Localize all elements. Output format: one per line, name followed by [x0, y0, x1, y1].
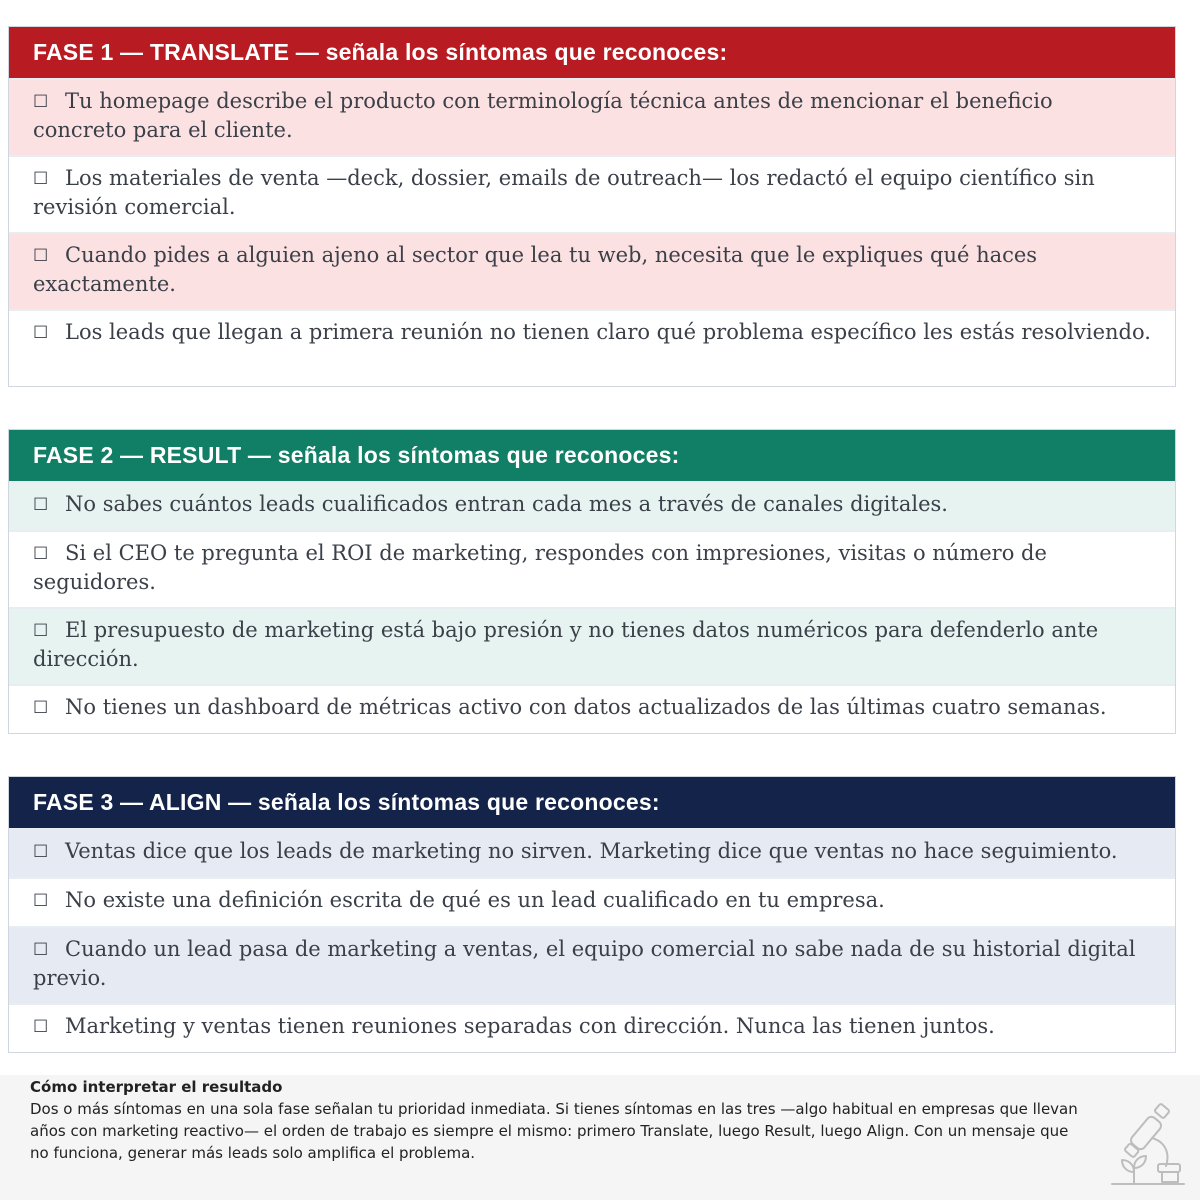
- phase-2-header: FASE 2 — RESULT — señala los síntomas que reconoces:: [9, 430, 1175, 481]
- phase-2-table: [8, 429, 1176, 734]
- microscope-plant-icon: [1108, 1102, 1188, 1188]
- phase-1-item-3[interactable]: [9, 232, 1175, 309]
- phase-2-item-3[interactable]: [9, 607, 1175, 684]
- phase-1-table: [8, 26, 1176, 387]
- item-text: No existe una definición escrita de qué es un lead cualificado en tu empresa.: [65, 888, 885, 912]
- item-text: No sabes cuántos leads cualificados entran cada mes a través de canales digitales.: [65, 492, 948, 516]
- phase-3-item-1[interactable]: [9, 828, 1175, 877]
- item-text: No tienes un dashboard de métricas activo con datos actualizados de las últimas cuatro semanas.: [65, 695, 1107, 719]
- phase-1-header: FASE 1 — TRANSLATE — señala los síntomas que reconoces:: [9, 27, 1175, 78]
- item-text: El presupuesto de marketing está bajo presión y no tienes datos numéricos para defenderlo ante dirección.: [33, 618, 1099, 671]
- phase-3-item-3[interactable]: [9, 926, 1175, 1003]
- checkbox-icon[interactable]: ☐: [33, 92, 49, 112]
- phase-2-item-2[interactable]: [9, 530, 1175, 607]
- item-text: Los materiales de venta —deck, dossier, emails de outreach— los redactó el equipo científico sin revisión comercial.: [33, 166, 1095, 219]
- item-text: Ventas dice que los leads de marketing no sirven. Marketing dice que ventas no hace seguimiento.: [65, 839, 1118, 863]
- checkbox-icon[interactable]: ☐: [33, 891, 49, 911]
- phase-1-item-1[interactable]: [9, 78, 1175, 155]
- item-text: Marketing y ventas tienen reuniones separadas con dirección. Nunca las tienen juntos.: [65, 1014, 995, 1038]
- checkbox-icon[interactable]: ☐: [33, 495, 49, 515]
- phase-3-header: FASE 3 — ALIGN — señala los síntomas que reconoces:: [9, 777, 1175, 828]
- item-text: Cuando pides a alguien ajeno al sector que lea tu web, necesita que le expliques qué haces exactamente.: [33, 243, 1038, 296]
- interpretation-title: Cómo interpretar el resultado: [30, 1078, 283, 1096]
- phase-3-item-4[interactable]: [9, 1003, 1175, 1052]
- checkbox-icon[interactable]: ☐: [33, 621, 49, 641]
- checkbox-icon[interactable]: ☐: [33, 842, 49, 862]
- interpretation-body: Dos o más síntomas en una sola fase señalan tu prioridad inmediata. Si tienes síntomas en las tres —algo habitual en empresas que llevan años con marketing reactivo— el orden de trabajo es siempre el mismo: primero Translate, luego Result, luego Align. Con un mensaje que no funciona, generar más leads solo amplifica el problema.: [30, 1100, 1078, 1162]
- interpretation-note: [30, 1076, 1090, 1164]
- phase-3-item-2[interactable]: [9, 877, 1175, 926]
- item-text: Cuando un lead pasa de marketing a ventas, el equipo comercial no sabe nada de su historial digital previo.: [33, 937, 1136, 990]
- checkbox-icon[interactable]: ☐: [33, 1017, 49, 1037]
- phase-1-item-2[interactable]: [9, 155, 1175, 232]
- checkbox-icon[interactable]: ☐: [33, 169, 49, 189]
- phase-2-item-4[interactable]: [9, 684, 1175, 733]
- item-text: Tu homepage describe el producto con terminología técnica antes de mencionar el beneficio concreto para el cliente.: [33, 89, 1053, 142]
- checkbox-icon[interactable]: ☐: [33, 544, 49, 564]
- checkbox-icon[interactable]: ☐: [33, 246, 49, 266]
- item-text: Si el CEO te pregunta el ROI de marketing, respondes con impresiones, visitas o número de seguidores.: [33, 541, 1047, 594]
- checkbox-icon[interactable]: ☐: [33, 698, 49, 718]
- phase-3-table: [8, 776, 1176, 1053]
- checkbox-icon[interactable]: ☐: [33, 323, 49, 343]
- checkbox-icon[interactable]: ☐: [33, 940, 49, 960]
- item-text: Los leads que llegan a primera reunión no tienen claro qué problema específico les estás resolviendo.: [65, 320, 1151, 344]
- phase-1-item-4[interactable]: [9, 309, 1175, 386]
- phase-2-item-1[interactable]: [9, 481, 1175, 530]
